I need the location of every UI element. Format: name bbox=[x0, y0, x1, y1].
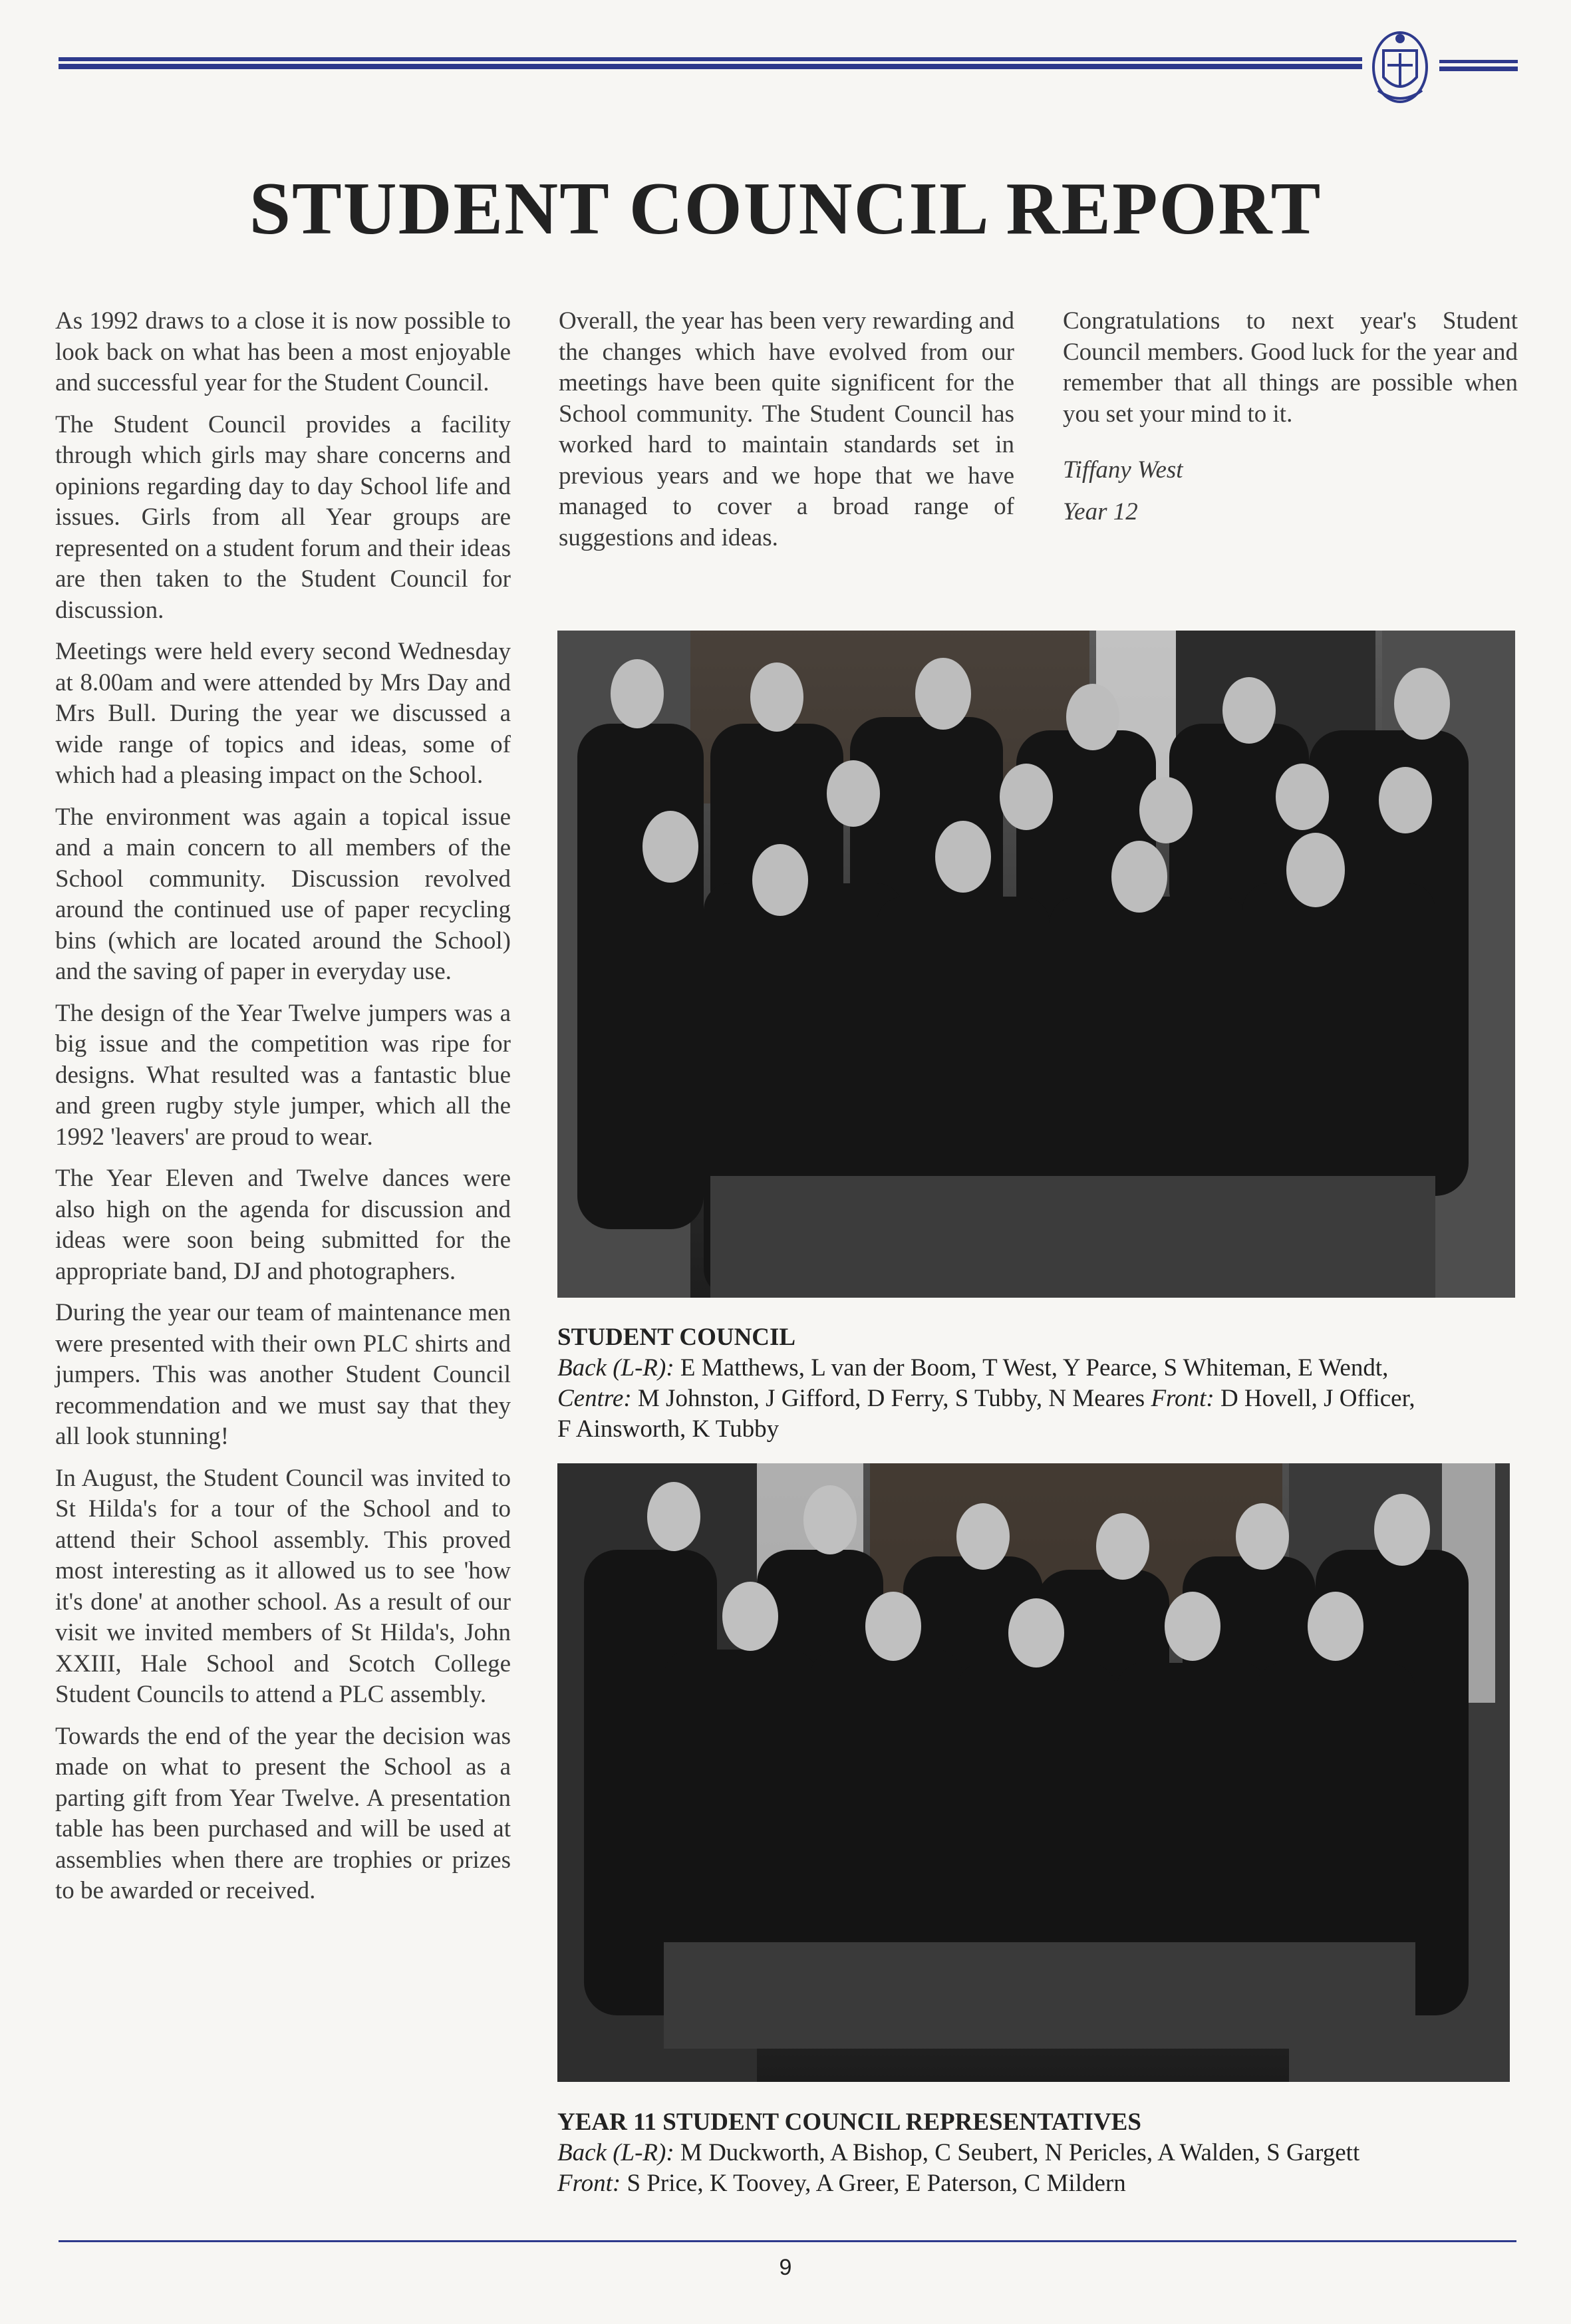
article-column-1 bbox=[55, 306, 511, 1918]
student-council-photo bbox=[557, 631, 1515, 1298]
paragraph: Congratulations to next year's Student Council members. Good luck for the year and remember that all things are possible when you set your mind to it. bbox=[1063, 307, 1518, 428]
year-11-caption bbox=[557, 2107, 1515, 2199]
caption-label: Back (L-R): bbox=[557, 1354, 674, 1381]
paragraph: In August, the Student Council was invited to St Hilda's for a tour of the School and to attend their School assembly. This proved most interesting as it allowed us to see 'how it's done' at another school. As a result of our visit we invited members of St Hilda's, John XXIII, Hale School and Scotch College Student Councils to attend a PLC assembly. bbox=[55, 1464, 511, 1708]
paragraph: During the year our team of maintenance men were presented with their own PLC shirts and jumpers. This was another Student Council recommendation and we must say that they all look stunning! bbox=[55, 1299, 511, 1450]
caption-line bbox=[557, 2138, 1515, 2168]
paragraph: Towards the end of the year the decision was made on what to present the School as a parting gift from Year Twelve. A presentation table has been purchased and will be used at assemblies when there are trophies or prizes to be awarded or received. bbox=[55, 1722, 511, 1904]
paragraph: Overall, the year has been very rewarding and the changes which have evolved from our meetings have been quite significent for the School community. The Student Council has worked hard to maintain standards set in previous years and we hope that we have managed to cover a broad range of suggestions and ideas. bbox=[559, 307, 1014, 551]
article-column-2 bbox=[559, 306, 1014, 564]
paragraph: The Student Council provides a facility through which girls may share concerns and opinions regarding day to day School life and issues. Girls from all Year groups are represented on a student forum and their ideas are then taken to the Student Council for discussion. bbox=[55, 410, 511, 624]
caption-names: E Matthews, L van der Boom, T West, Y Pearce, S Whiteman, E Wendt, bbox=[674, 1354, 1389, 1381]
caption-names: F Ainsworth, K Tubby bbox=[557, 1415, 780, 1443]
caption-names: S Price, K Toovey, A Greer, E Paterson, C Mildern bbox=[621, 2170, 1126, 2197]
year-11-representatives-photo bbox=[557, 1463, 1510, 2082]
caption-label: Front: bbox=[1151, 1385, 1214, 1412]
caption-names: D Hovell, J Officer, bbox=[1214, 1385, 1415, 1412]
article-column-3 bbox=[1063, 306, 1518, 538]
caption-line bbox=[557, 2168, 1515, 2199]
caption-line bbox=[557, 1353, 1515, 1383]
caption-label: Front: bbox=[557, 2170, 621, 2197]
paragraph: Meetings were held every second Wednesday at 8.00am and were attended by Mrs Day and Mrs Bull. During the year we discussed a wide range of topics and ideas, some of which had a pleasing impact on the School. bbox=[55, 638, 511, 789]
school-crest-icon bbox=[1363, 24, 1437, 110]
header-rule bbox=[59, 57, 1362, 71]
caption-label: Centre: bbox=[557, 1385, 632, 1412]
paragraph: The environment was again a topical issue and a main concern to all members of the School community. Discussion revolved around the continued use of paper recycling bins (which are located around the School) and the saving of paper in everyday use. bbox=[55, 803, 511, 985]
caption-title: STUDENT COUNCIL bbox=[557, 1324, 796, 1351]
caption-names: M Duckworth, A Bishop, C Seubert, N Pericles, A Walden, S Gargett bbox=[674, 2139, 1360, 2166]
paragraph: The Year Eleven and Twelve dances were also high on the agenda for discussion and ideas were soon being submitted for the appropriate band, DJ and photographers. bbox=[55, 1165, 511, 1285]
page-number: 9 bbox=[779, 2255, 792, 2280]
paragraph: The design of the Year Twelve jumpers was a big issue and the competition was ripe for designs. What resulted was a fantastic blue and green rugby style jumper, which all the 1992 'leavers' are proud to wear. bbox=[55, 999, 511, 1151]
paragraph: As 1992 draws to a close it is now possible to look back on what has been a most enjoyable and successful year for the Student Council. bbox=[55, 307, 511, 396]
signature-year: Year 12 bbox=[1063, 498, 1138, 525]
caption-line bbox=[557, 1414, 1515, 1445]
signature-name: Tiffany West bbox=[1063, 456, 1183, 484]
footer-rule bbox=[59, 2240, 1516, 2242]
caption-names: M Johnston, J Gifford, D Ferry, S Tubby, N Meares bbox=[631, 1385, 1151, 1412]
caption-title: YEAR 11 STUDENT COUNCIL REPRESENTATIVES bbox=[557, 2108, 1141, 2136]
page-title: STUDENT COUNCIL REPORT bbox=[249, 168, 1322, 250]
student-council-caption bbox=[557, 1322, 1515, 1445]
caption-label: Back (L-R): bbox=[557, 2139, 674, 2166]
caption-line bbox=[557, 1383, 1515, 1414]
header-rule-right bbox=[1439, 60, 1518, 72]
